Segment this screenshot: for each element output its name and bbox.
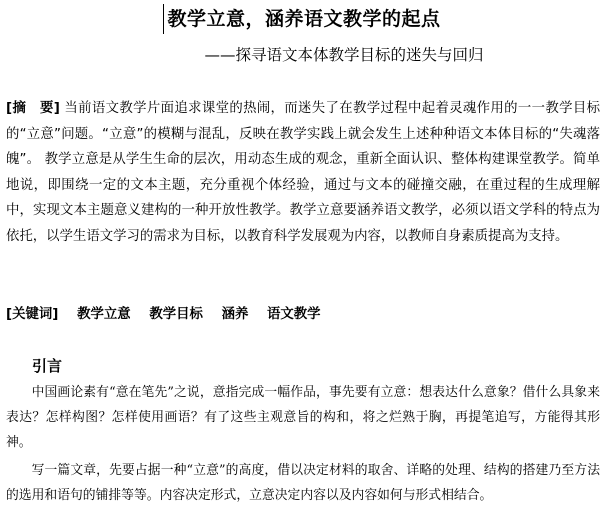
abstract-label: [摘 要] [6, 101, 60, 116]
keyword-item: 涵养 [221, 307, 249, 322]
intro-heading: 引言 [32, 357, 63, 375]
title-block [0, 4, 604, 34]
keywords-label: [关键词] [6, 307, 59, 322]
document-subtitle: ——探寻语文本体教学目标的迷失与回归 [204, 46, 484, 64]
abstract-text: 当前语文教学片面追求课堂的热闹，而迷失了在教学过程中起着灵魂作用的一一教学目标的“立意”问题。“立意”的模糊与混乱，反映在教学实践上就会发生上述种种语文本体目标的“失魂落魄”。 教学立意是从学生生命的层次，用动态生成的观念，重新全面认识、整体构建课堂教学。简单地说，即围绕一定的文本主题，充分重视个体经验，通过与文本的碰撞交融，在重过程的生成理解中，实现文本主题意义建构的一种开放性教学。教学立意要涵养语文教学，必须以语文学科的特点为依托，以学生语文学习的需求为目标，以教育科学发展观为内容，以教师自身素质提高为支持。 [6, 101, 600, 244]
keyword-item: 教学目标 [149, 307, 203, 322]
body-paragraph: 写一篇文章，先要占据一种“立意”的高度，借以决定材料的取舍、详略的处理、结构的搭建乃至方法的选用和语句的铺排等等。内容决定形式，立意决定内容以及内容如何与形式相结合。 [6, 463, 600, 504]
keyword-item: 教学立意 [77, 307, 131, 322]
document-title: 教学立意，涵养语文教学的起点 [163, 4, 440, 34]
intro-body [6, 381, 600, 509]
keywords-line [6, 303, 600, 327]
body-paragraph: 中国画论素有“意在笔先”之说，意指完成一幅作品，事先要有立意：想表达什么意象？借什么具象来表达？怎样构图？怎样使用画语？有了这些主观意旨的构和，将之烂熟于胸，再提笔追写，方能得其形神。 [6, 385, 600, 450]
keyword-item: 语文教学 [267, 307, 321, 322]
abstract-paragraph [6, 96, 600, 249]
